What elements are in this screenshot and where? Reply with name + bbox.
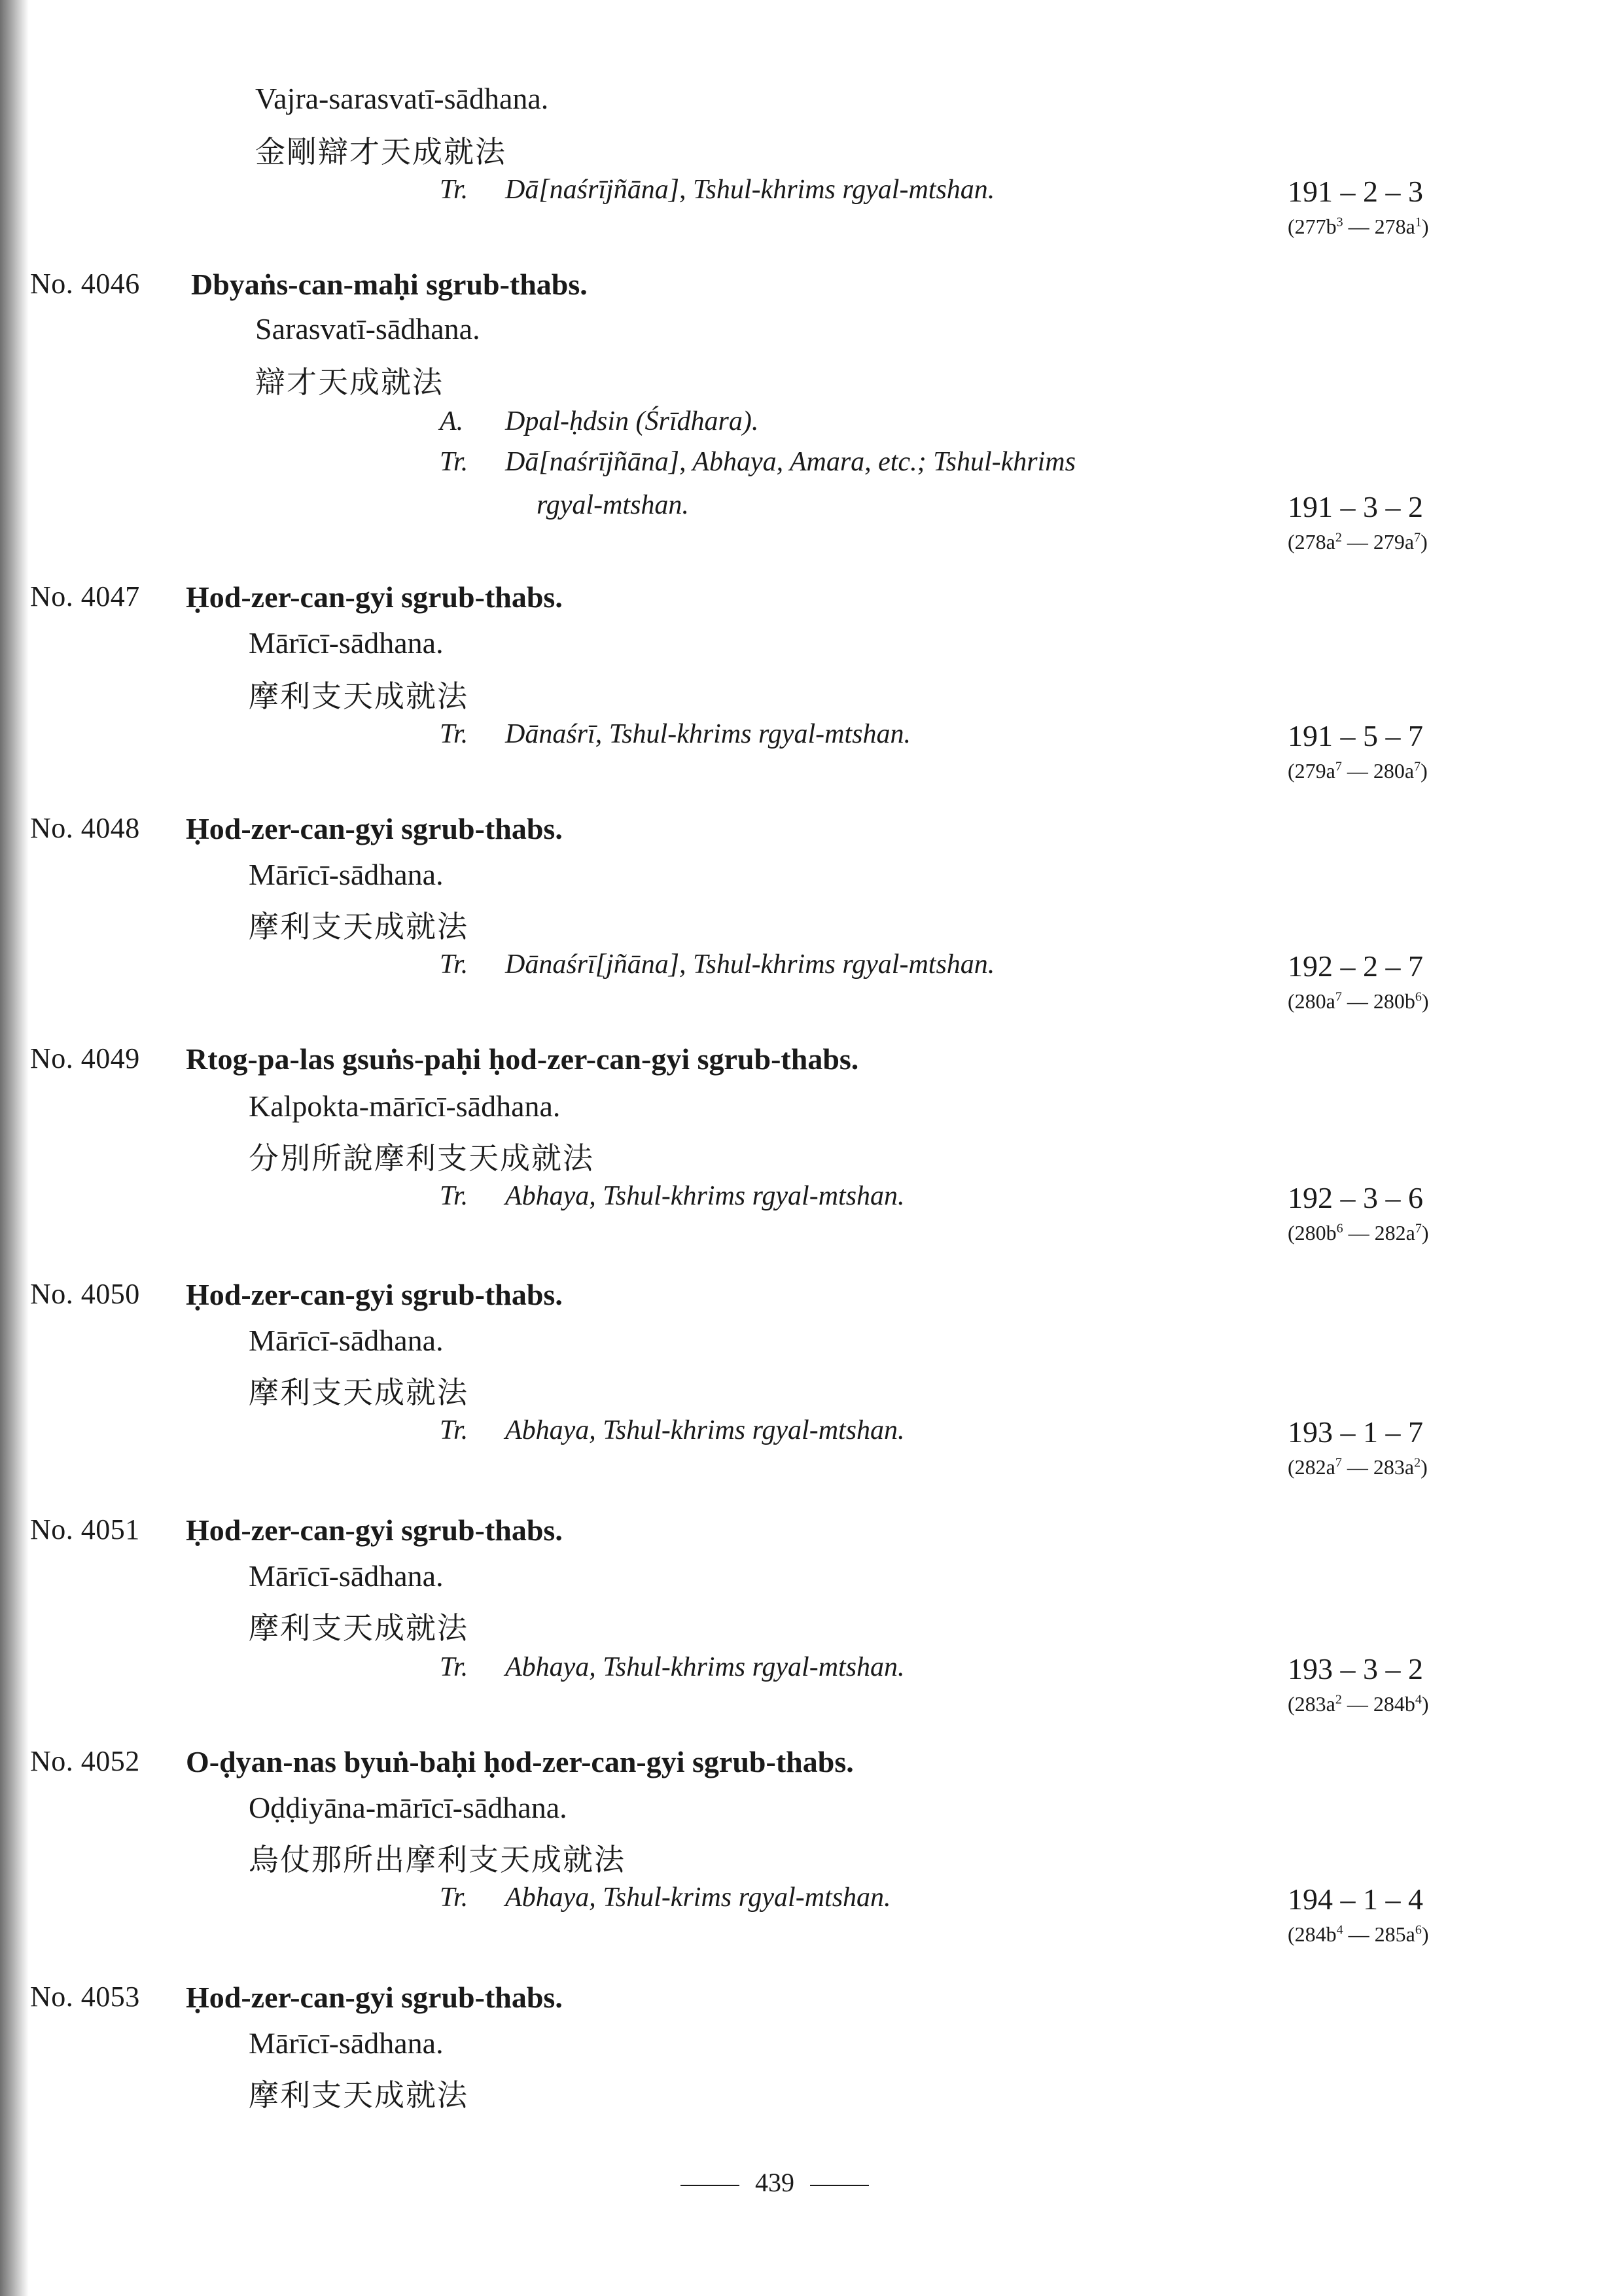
folio-range: ($284b^4$ — $285a^6$): [1288, 1922, 1429, 1946]
entry-number: No. 4052: [30, 1745, 140, 1777]
folio-range: ($277b^3$ — $278a^1$): [1288, 215, 1429, 238]
credit-text: Abhaya, Tshul-khrims rgyal-mtshan.: [505, 1181, 905, 1211]
entry-credit: [440, 446, 1076, 478]
entry-credit: [440, 949, 995, 980]
volume-reference: 191 – 3 – 2: [1288, 490, 1423, 523]
credit-role: Tr.: [440, 1415, 468, 1445]
credit-text: rgyal-mtshan.: [537, 490, 689, 520]
entry-credit: [440, 1415, 905, 1446]
entry-tibetan-title: Ḥod-zer-can-gyi sgrub-thabs.: [186, 812, 563, 845]
credit-text: Dānaśrī[jñāna], Tshul-khrims rgyal-mtshan.: [505, 949, 995, 980]
credit-role: Tr.: [440, 1652, 468, 1682]
entry-sanskrit-title: Vajra-sarasvatī-sādhana.: [255, 82, 549, 115]
folio-range: ($278a^2$ — $279a^7$): [1288, 530, 1428, 554]
entry-chinese-title: 摩利支天成就法: [249, 909, 468, 944]
entry-number: No. 4046: [30, 268, 140, 300]
page-number-dash: [680, 2185, 739, 2186]
volume-reference: 193 – 1 – 7: [1288, 1415, 1423, 1449]
folio-range: ($283a^2$ — $284b^4$): [1288, 1692, 1429, 1716]
entry-tibetan-title: Ḥod-zer-can-gyi sgrub-thabs.: [186, 1278, 563, 1311]
credit-role: Tr.: [440, 175, 468, 205]
credit-text: Abhaya, Tshul-khrims rgyal-mtshan.: [505, 1652, 905, 1682]
entry-sanskrit-title: Sarasvatī-sādhana.: [255, 312, 480, 345]
credit-text: Dānaśrī, Tshul-khrims rgyal-mtshan.: [505, 719, 911, 749]
entry-sanskrit-title: Kalpokta-mārīcī-sādhana.: [249, 1089, 561, 1123]
entry-sanskrit-title: Mārīcī-sādhana.: [249, 858, 444, 891]
entry-chinese-title: 摩利支天成就法: [249, 679, 468, 714]
entry-number: No. 4047: [30, 580, 140, 612]
entry-credit: [440, 1651, 905, 1683]
entry-tibetan-title: Ḥod-zer-can-gyi sgrub-thabs.: [186, 1513, 563, 1547]
entry-sanskrit-title: Oḍḍiyāna-mārīcī-sādhana.: [249, 1791, 567, 1824]
entry-chinese-title: 摩利支天成就法: [249, 2077, 468, 2113]
entry-number: No. 4049: [30, 1042, 140, 1074]
entry-chinese-title: 分別所說摩利支天成就法: [249, 1140, 594, 1176]
entry-credit: [440, 406, 758, 437]
volume-reference: 191 – 5 – 7: [1288, 719, 1423, 752]
page-number: 439: [680, 2167, 869, 2198]
entry-chinese-title: 摩利支天成就法: [249, 1375, 468, 1410]
entry-sanskrit-title: Mārīcī-sādhana.: [249, 2026, 444, 2060]
credit-role: Tr.: [440, 719, 468, 749]
entry-tibetan-title: Rtog-pa-las gsuṅs-paḥi ḥod-zer-can-gyi sgrub-thabs.: [186, 1042, 859, 1076]
folio-range: ($280b^6$ — $282a^7$): [1288, 1221, 1429, 1245]
folio-range: ($282a^7$ — $283a^2$): [1288, 1455, 1428, 1479]
entry-credit: [440, 174, 995, 205]
entry-tibetan-title: Ḥod-zer-can-gyi sgrub-thabs.: [186, 1981, 563, 2014]
folio-range: ($280a^7$ — $280b^6$): [1288, 989, 1429, 1013]
credit-role: Tr.: [440, 447, 468, 477]
credit-text: Abhaya, Tshul-khrims rgyal-mtshan.: [505, 1415, 905, 1445]
entry-number: No. 4050: [30, 1278, 140, 1310]
entry-number: No. 4053: [30, 1981, 140, 2013]
entry-tibetan-title: Dbyaṅs-can-maḥi sgrub-thabs.: [191, 268, 588, 301]
entry-sanskrit-title: Mārīcī-sādhana.: [249, 1324, 444, 1357]
folio-range: ($279a^7$ — $280a^7$): [1288, 759, 1428, 783]
entry-number: No. 4051: [30, 1513, 140, 1545]
credit-role: Tr.: [440, 949, 468, 980]
entry-sanskrit-title: Mārīcī-sādhana.: [249, 626, 444, 660]
entry-chinese-title: 摩利支天成就法: [249, 1610, 468, 1646]
volume-reference: 191 – 2 – 3: [1288, 175, 1423, 208]
credit-text: Dā[naśrījñāna], Tshul-khrims rgyal-mtshan.: [505, 175, 995, 205]
page-number-dash: [810, 2185, 869, 2186]
credit-role: Tr.: [440, 1882, 468, 1913]
entry-chinese-title: 烏仗那所出摩利支天成就法: [249, 1842, 626, 1877]
credit-text: Abhaya, Tshul-krims rgyal-mtshan.: [505, 1882, 891, 1913]
entry-tibetan-title: O-ḍyan-nas byuṅ-baḥi ḥod-zer-can-gyi sgrub-thabs.: [186, 1745, 854, 1778]
volume-reference: 192 – 3 – 6: [1288, 1181, 1423, 1214]
credit-role: A.: [440, 406, 464, 436]
credit-text: Dpal-ḥdsin (Śrīdhara).: [505, 406, 759, 436]
credit-role: Tr.: [440, 1181, 468, 1211]
entry-credit: [440, 1882, 891, 1913]
credit-text: Dā[naśrījñāna], Abhaya, Amara, etc.; Tshul-khrims: [505, 447, 1076, 477]
volume-reference: 194 – 1 – 4: [1288, 1882, 1423, 1916]
entry-credit: [440, 718, 911, 750]
entry-sanskrit-title: Mārīcī-sādhana.: [249, 1559, 444, 1593]
entry-chinese-title: 金剛辯才天成就法: [255, 134, 506, 169]
entry-number: No. 4048: [30, 812, 140, 844]
entry-credit: [440, 1180, 905, 1212]
entry-tibetan-title: Ḥod-zer-can-gyi sgrub-thabs.: [186, 580, 563, 614]
volume-reference: 193 – 3 – 2: [1288, 1652, 1423, 1686]
entry-chinese-title: 辯才天成就法: [255, 364, 444, 400]
volume-reference: 192 – 2 – 7: [1288, 949, 1423, 983]
